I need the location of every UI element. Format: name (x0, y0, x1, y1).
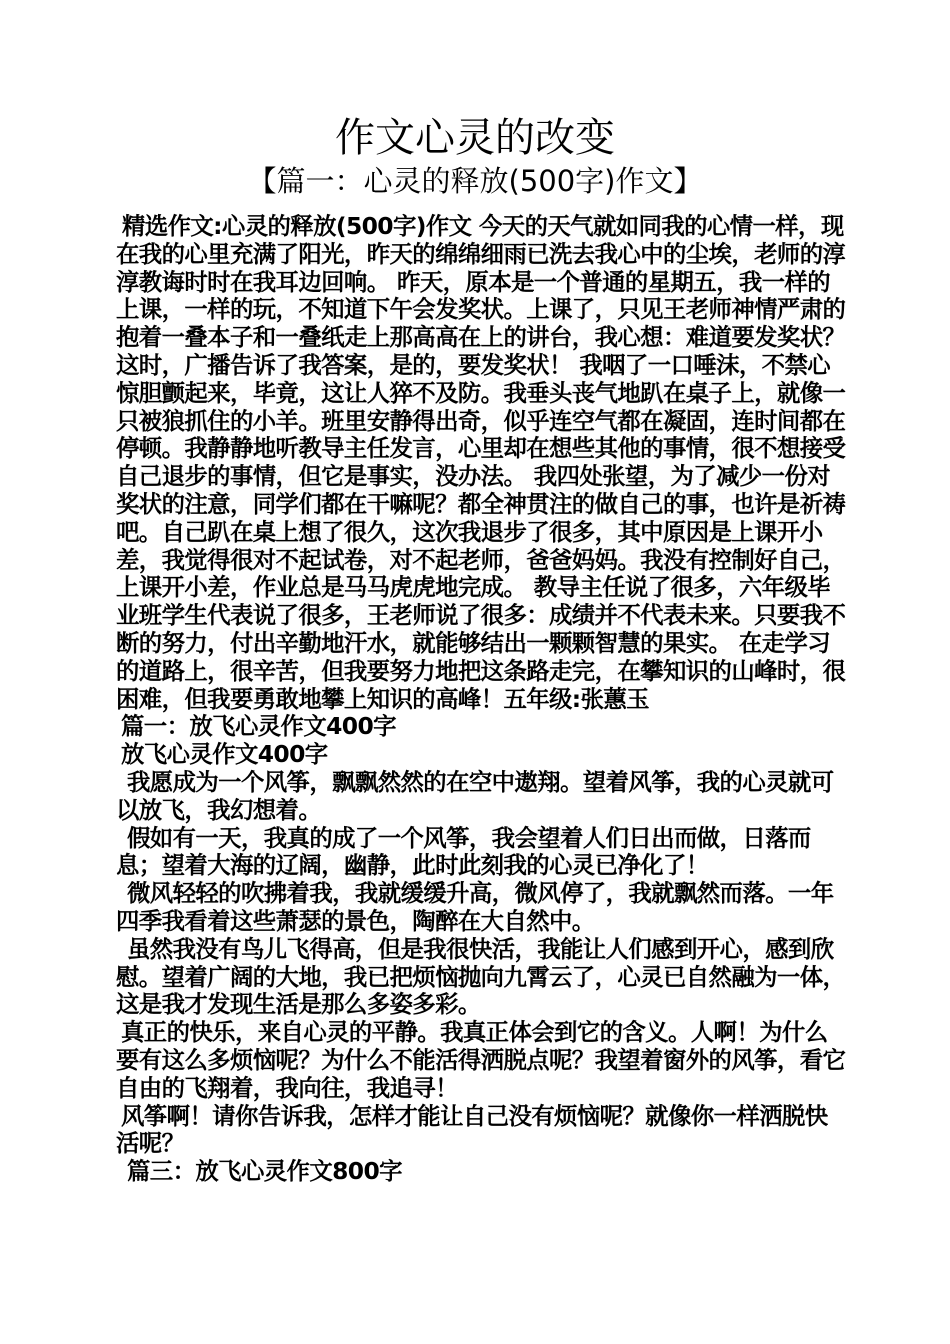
document-title: 作文心灵的改变 (335, 115, 615, 161)
essay-paragraph: 虽然我没有鸟儿飞得高，但是我很快活，我能让人们感到开心，感到欣慰。望着广阔的大地，我已把烦恼抛向九霄云了，心灵已自然融为一体，这是我才发现生活是那么多姿多彩。 (116, 934, 846, 1019)
section-heading-3: 篇三：放飞心灵作文800字 (127, 1157, 402, 1186)
document-body (116, 213, 846, 1186)
essay-paragraph: 真正的快乐，来自心灵的平静。我真正体会到它的含义。人啊！为什么要有这么多烦恼呢？为什么不能活得洒脱点呢？我望着窗外的风筝，看它自由的飞翔着，我向往，我追寻！ (116, 1018, 846, 1102)
essay-paragraph: 我愿成为一个风筝，飘飘然然的在空中遨翔。望着风筝，我的心灵就可以放飞，我幻想着。 (116, 767, 834, 824)
essay-paragraph: 假如有一天，我真的成了一个风筝，我会望着人们日出而做，日落而息；望着大海的辽阔，幽静，此时此刻我的心灵已净化了！ (116, 823, 811, 880)
essay-paragraph: 风筝啊！请你告诉我，怎样才能让自己没有烦恼呢？就像你一样洒脱快活呢？ (116, 1101, 828, 1158)
essay-title: 放飞心灵作文400字 (121, 740, 328, 769)
document-subtitle: 【篇一：心灵的释放(500字)作文】 (247, 164, 703, 198)
essay-paragraph-main: 精选作文:心灵的释放(500字)作文 今天的天气就如同我的心情一样，现在我的心里充满了阳光，昨天的绵绵细雨已洗去我心中的尘埃，老师的淳淳教诲时时在我耳边回响。 昨天，原本是一个普通的星期五，我一样的上课，一样的玩，不知道下午会发奖状。上课了，只见王老师神情严肃的抱着一叠本子和一叠纸走上那高高在上的讲台，我心想：难道要发奖状？这时，广播告诉了我答案，是的，要发奖状！ 我咽了一口唾沫，不禁心惊胆颤起来，毕竟，这让人猝不及防。我垂头丧气地趴在桌子上，就像一只被狼抓住的小羊。班里安静得出奇，似乎连空气都在凝固，连时间都在停顿。我静静地听教导主任发言，心里却在想些其他的事情，很不想接受自己退步的事情，但它是事实，没办法。 我四处张望，为了减少一份对奖状的注意，同学们都在干嘛呢？都全神贯注的做自己的事，也许是祈祷吧。自己趴在桌上想了很久，这次我退步了很多，其中原因是上课开小差，我觉得很对不起试卷，对不起老师，爸爸妈妈。我没有控制好自己，上课开小差，作业总是马马虎虎地完成。 教导主任说了很多，六年级毕业班学生代表说了很多，王老师说了很多：成绩并不代表未来。只要我不断的努力，付出辛勤地汗水，就能够结出一颗颗智慧的果实。 在走学习的道路上，很辛苦，但我要努力地把这条路走完，在攀知识的山峰时，很困难，但我要勇敢地攀上知识的高峰！五年级:张蕙玉 (116, 212, 846, 713)
essay-paragraph: 微风轻轻的吹拂着我，我就缓缓升高，微风停了，我就飘然而落。一年四季我看着这些萧瑟的景色，陶醉在大自然中。 (116, 879, 834, 935)
section-heading-1: 篇一：放飞心灵作文400字 (121, 712, 396, 741)
